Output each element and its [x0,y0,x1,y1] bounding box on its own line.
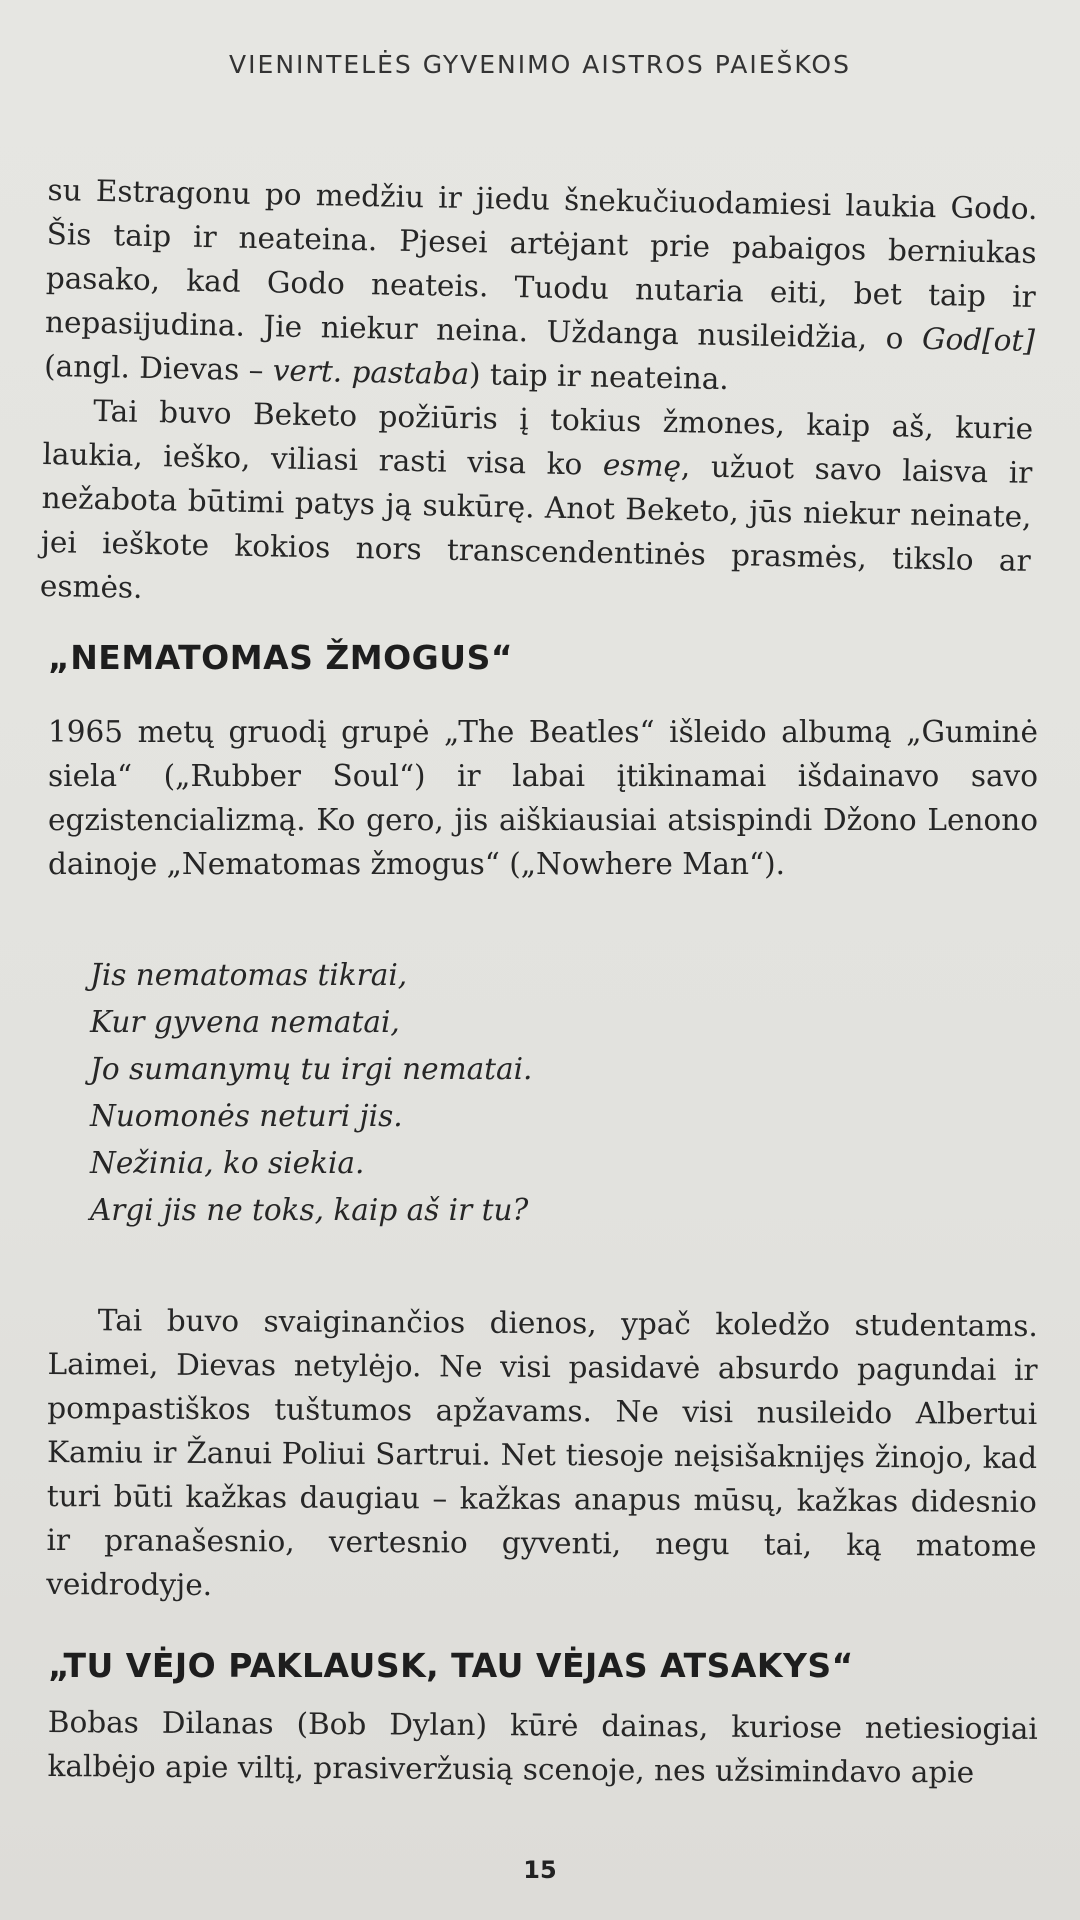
paragraph-godot: su Estragonu po medžiu ir jiedu šnekučiuodamiesi laukia Godo. Šis taip ir neateina. Pjesei artėjant prie pabaigos berniukas pasako, kad Godo neateis. Tuodu nutaria eiti, bet taip ir nepasijudina. Jie niekur neina. Uždanga nusileidžia, o God[ot] (angl. Dievas – vert. pastaba) taip ir neateina. [43,172,1038,397]
paragraph-dylan: Bobas Dilanas (Bob Dylan) kūrė dainas, kuriose netiesiogiai kalbėjo apie viltį, prasiveržusią scenoje, nes užsimindavo apie [47,1704,1038,1790]
text-block-3 [46,1298,1038,1612]
paragraph-beatles: 1965 metų gruodį grupė „The Beatles“ išleido albumą „Guminė siela“ („Rubber Soul“) ir labai įtikinamai išdainavo savo egzistencializmą. Ko gero, jis aiškiausiai atsispindi Džono Lenono dainoje „Nematomas žmogus“ („Nowhere Man“). [48,715,1038,881]
running-header: VIENINTELĖS GYVENIMO AISTROS PAIEŠKOS [229,50,851,79]
poem-quote [90,952,532,1234]
text-block-4 [47,1700,1038,1795]
section-heading-nowhere-man: „NEMATOMAS ŽMOGUS“ [48,638,514,677]
poem-line: Jo sumanymų tu irgi nematai. [90,1052,533,1086]
poem-line: Nežinia, ko siekia. [90,1146,365,1180]
poem-line: Argi jis ne toks, kaip aš ir tu? [90,1193,529,1227]
page-number: 15 [523,1856,557,1884]
text-block-2 [48,710,1038,886]
section-heading-blowin-in-the-wind: „TU VĖJO PAKLAUSK, TAU VĖJAS ATSAKYS“ [48,1646,854,1685]
poem-line: Kur gyvena nematai, [90,1005,400,1039]
poem-line: Nuomonės neturi jis. [90,1099,403,1133]
text-block-1 [40,168,1038,627]
paragraph-beckett: Tai buvo Beketo požiūris į tokius žmones, kaip aš, kurie laukia, ieško, viliasi rasti visa ko esmę, užuot savo laisva ir nežabota būtimi patys ją sukūrę. Anot Beketo, jūs niekur neinate, jei ieškote kokios nors transcendentinės prasmės, tikslo ar esmės. [39,393,1034,605]
paragraph-dizzying-days: Tai buvo svaiginančios dienos, ypač koledžo studentams. Laimei, Dievas netylėjo. Ne visi pasidavė absurdo pagundai ir pompastiškos tuštumos apžavams. Ne visi nusileido Albertui Kamiu ir Žanui Poliui Sartrui. Net tiesoje neįsišaknijęs žinojo, kad turi būti kažkas daugiau – kažkas anapus mūsų, kažkas didesnio ir pranašesnio, vertesnio gyventi, negu tai, ką matome veidrodyje. [46,1303,1038,1603]
poem-line: Jis nematomas tikrai, [90,958,408,992]
